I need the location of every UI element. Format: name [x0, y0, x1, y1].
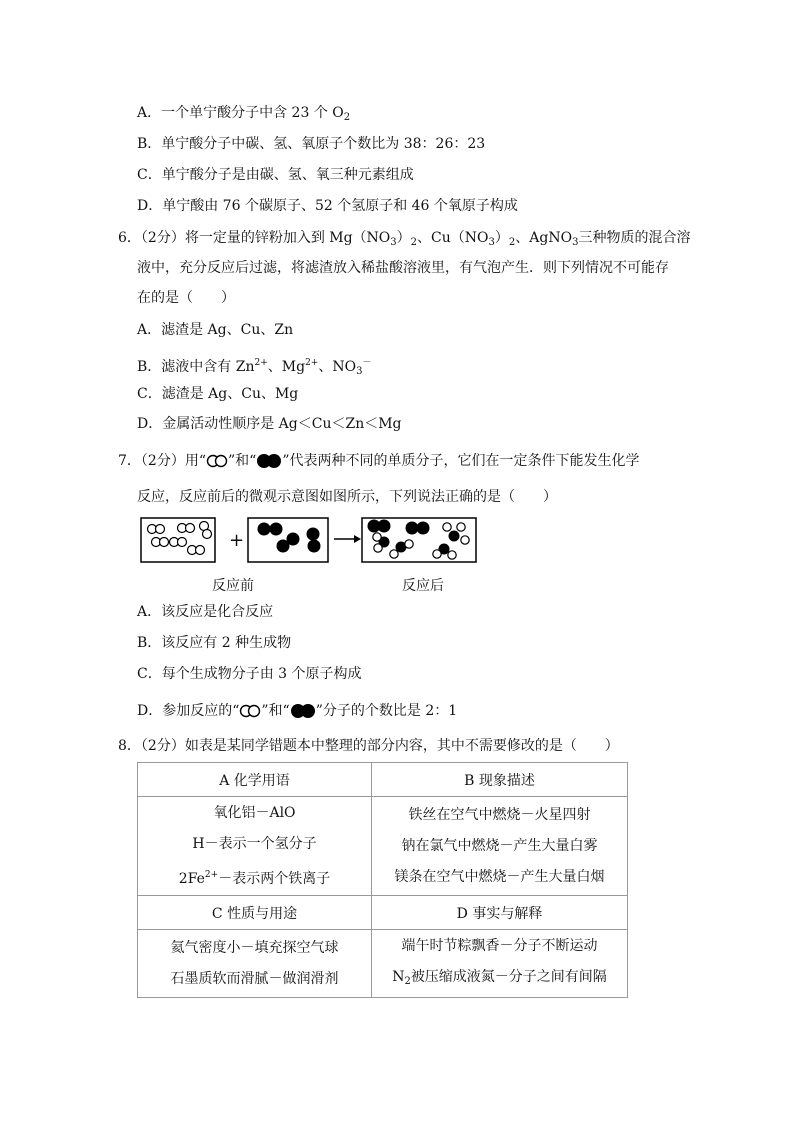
q7-option-b: B．该反应有 2 种生成物: [137, 635, 292, 651]
table-cell-b: [372, 797, 628, 896]
cell-d-line2: $N_2$被压缩成液氮－分子之间有间隔: [392, 968, 607, 987]
cell-c-line2: 石墨质软而滑腻－做润滑剂: [170, 970, 339, 987]
q7-stem-line1: 7．（2分）用“ ”和“ ”代表两种不同的单质分子，它们在一定条件下能发生化学: [118, 453, 640, 469]
q6-stem-line1: 6．（2分）将一定量的锌粉加入到 $Mg(NO_3)_2$、$Cu(NO_3)_2$、AgNO$_3$三种物质的混合溶: [118, 230, 691, 248]
cell-a-line2: H－表示一个氢分子: [192, 835, 317, 852]
reaction-diagram: [136, 514, 482, 570]
white-molecule-icon: [206, 454, 228, 468]
table-header-a: A 化学用语: [138, 763, 372, 797]
cell-b-line2: 钠在氯气中燃烧－产生大量白雾: [401, 837, 598, 854]
q6-stem-line3: 在的是（ ）: [137, 290, 235, 306]
q7-stem-line2: 反应，反应前后的微观示意图如图所示，下列说法正确的是（ ）: [137, 489, 557, 505]
black-molecule-icon: [256, 453, 282, 469]
cell-b-line1: 铁丝在空气中燃烧－火星四射: [408, 806, 591, 823]
plus-sign: +: [229, 530, 245, 551]
black-molecule-icon: [290, 703, 316, 719]
caption-before: 反应前: [212, 578, 254, 594]
table-cell-a: [138, 797, 372, 896]
q5-option-a: A．一个单宁酸分子中含 23 个 $O_2$: [137, 105, 351, 123]
white-molecule-icon: [239, 704, 261, 718]
caption-after: 反应后: [402, 578, 444, 594]
cell-d-line1: 端午时节粽飘香－分子不断运动: [401, 937, 598, 954]
q7-option-a: A．该反应是化合反应: [137, 604, 274, 620]
table-cell-d: [372, 930, 628, 998]
table-header-c: C 性质与用途: [138, 896, 372, 930]
q6-option-b: B．滤液中含有 $Zn^{2+}$、$Mg^{2+}$、$NO_3^-$: [137, 358, 372, 377]
q8-stem: 8．（2分）如表是某同学错题本中整理的部分内容，其中不需要修改的是（ ）: [118, 738, 619, 754]
q5-option-d: D．单宁酸由 76 个碳原子、52 个氢原子和 46 个氧原子构成: [137, 198, 518, 214]
q6-option-c: C．滤渣是 Ag、Cu、Mg: [137, 386, 299, 402]
arrow-icon: [354, 535, 361, 543]
q5-option-b: B．单宁酸分子中碳、氢、氧原子个数比为 38：26：23: [137, 136, 486, 152]
q5-option-c: C．单宁酸分子是由碳、氢、氧三种元素组成: [137, 167, 414, 183]
table-header-b: B 现象描述: [372, 763, 628, 797]
cell-b-line3: 镁条在空气中燃烧－产生大量白烟: [394, 868, 605, 885]
q6-stem-line2: 液中，充分反应后过滤，将滤渣放入稀盐酸溶液里，有气泡产生．则下列情况不可能存: [137, 260, 669, 276]
q7-option-c: C．每个生成物分子由 3 个原子构成: [137, 666, 362, 682]
q8-table: [137, 762, 628, 998]
cell-a-line1: 氧化铝－AlO: [213, 804, 296, 821]
cell-a-line3: $2Fe^{2+}-$表示两个铁离子: [178, 869, 331, 887]
table-header-d: D 事实与解释: [372, 896, 628, 930]
q6-option-d: D．金属活动性顺序是 Ag＜Cu＜Zn＜Mg: [137, 416, 402, 432]
q6-option-a: A．滤渣是 Ag、Cu、Zn: [137, 322, 294, 338]
table-cell-c: [138, 930, 372, 998]
cell-c-line1: 氦气密度小－填充探空气球: [170, 939, 339, 956]
q7-option-d: D．参加反应的“ ”和“ ”分子的个数比是 2：1: [137, 703, 458, 719]
